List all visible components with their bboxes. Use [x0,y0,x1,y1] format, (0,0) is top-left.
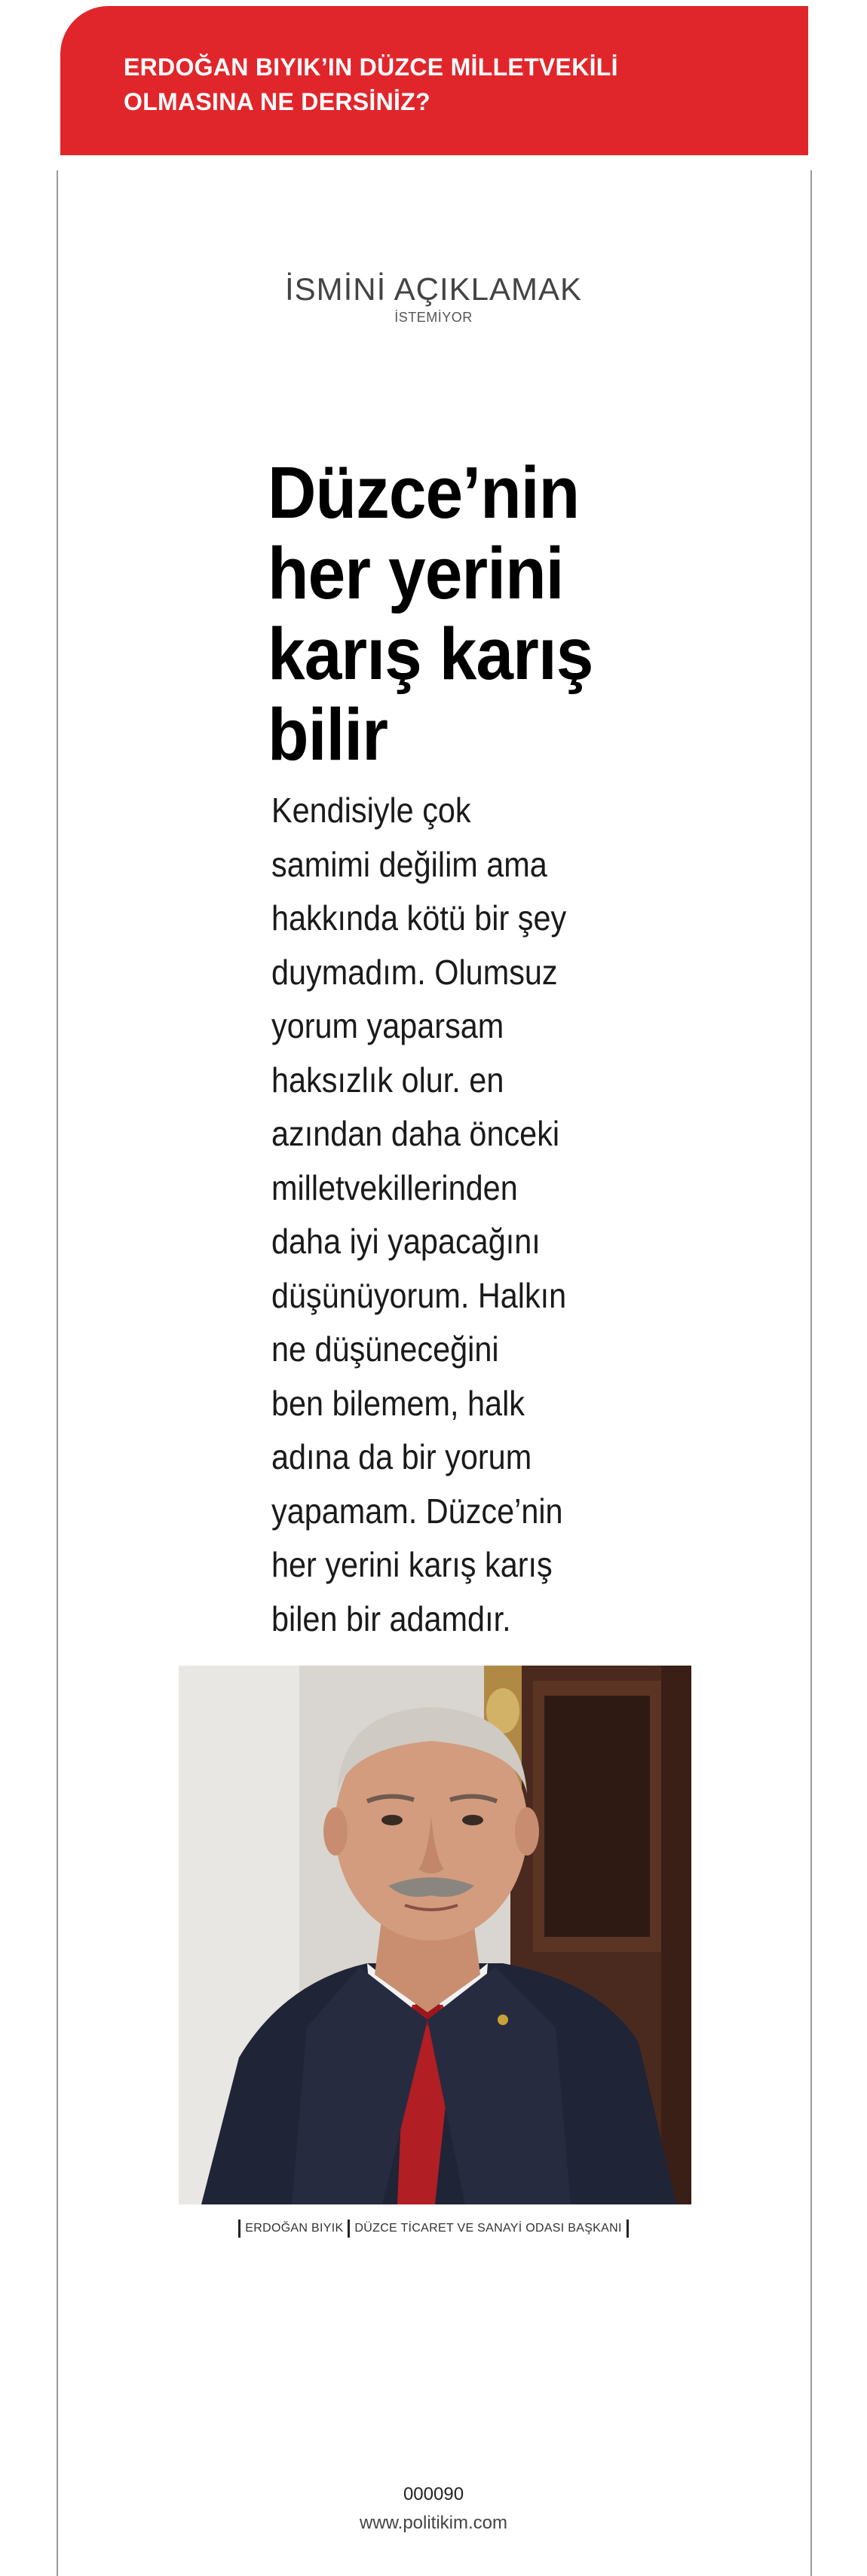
body-line: bilen bir adamdır. [271,1599,511,1638]
headline-line: her yerini [268,532,564,614]
portrait-photo [179,1666,691,2204]
respondent-name: İSMİNİ AÇIKLAMAK [284,271,583,307]
caption-name: ERDOĞAN BIYIK [245,2222,344,2235]
headline-line: bilir [268,693,388,776]
respondent-name-sub: İSTEMİYOR [394,310,473,325]
article-body [271,784,611,1646]
caption-divider [238,2220,240,2238]
body-line: yorum yaparsam [271,1006,504,1045]
header-band [60,6,808,155]
body-line: ben bilemem, halk [271,1383,525,1423]
body-line: ne düşüneceğini [271,1329,499,1369]
body-line: Kendisiyle çok [271,791,471,830]
body-line: her yerini karış karış [271,1545,553,1584]
article-headline [268,452,628,775]
body-line: milletvekillerinden [271,1167,518,1207]
body-line: azından daha önceki [271,1114,560,1153]
website-link[interactable]: www.politikim.com [359,2513,508,2533]
photo-caption [0,2220,867,2238]
body-line: adına da bir yorum [271,1437,532,1476]
caption-divider [627,2220,629,2238]
frame-right-rule [810,170,812,2576]
header-title: ERDOĞAN BIYIK’IN DÜZCE MİLLETVEKİLİ OLMASINA NE DERSİNİZ? [124,54,618,115]
caption-title: DÜZCE TİCARET VE SANAYİ ODASI BAŞKANI [354,2222,622,2235]
respondent-name-block [0,270,867,326]
portrait-illustration [179,1666,691,2204]
frame-left-rule [57,170,58,2576]
caption-divider [348,2220,350,2238]
headline-line: Düzce’nin [268,451,580,534]
body-line: samimi değilim ama [271,844,547,884]
body-line: duymadım. Olumsuz [271,952,558,992]
body-line: düşünüyorum. Halkın [271,1275,567,1315]
headline-line: karış karış [268,613,593,695]
body-line: haksızlık olur. en [271,1060,504,1100]
page-number: 000090 [403,2484,464,2504]
body-line: yapamam. Düzce’nin [271,1491,563,1531]
body-line: daha iyi yapacağını [271,1222,541,1261]
body-line: hakkında kötü bir şey [271,898,567,938]
